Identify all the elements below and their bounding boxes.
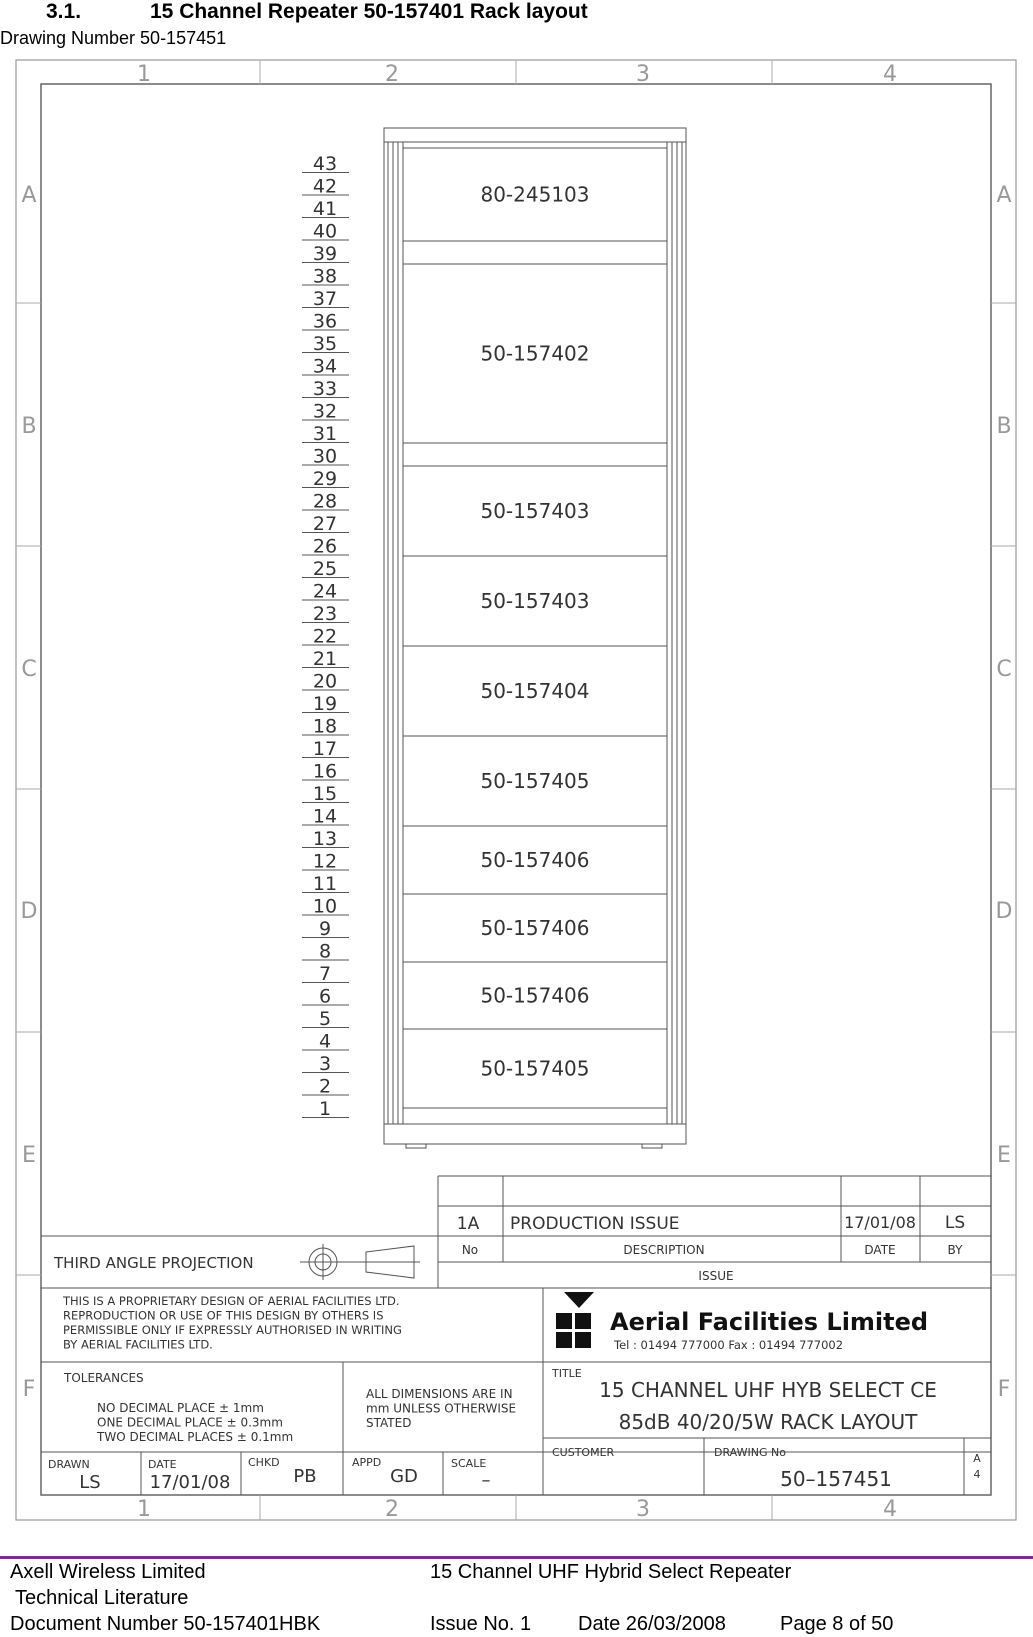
u-number-35: 35 — [312, 333, 338, 355]
u-number-28: 28 — [312, 490, 338, 513]
proprietary-line-3: PERMISSIBLE ONLY IF EXPRESSLY AUTHORISED IN WRITING — [63, 1323, 402, 1337]
u-number-25: 25 — [312, 558, 338, 580]
grid-col-top-4: 4 — [883, 62, 897, 87]
u-number-37: 37 — [312, 288, 338, 310]
proprietary-line-1: THIS IS A PROPRIETARY DESIGN OF AERIAL FACILITIES LTD. — [63, 1294, 400, 1308]
title-line-1: 15 CHANNEL UHF HYB SELECT CE — [599, 1378, 937, 1402]
u-number-33: 33 — [312, 378, 338, 400]
u-number-4: 4 — [318, 1030, 332, 1053]
col-by: BY — [947, 1243, 963, 1257]
dimensions-note-line-3: STATED — [366, 1416, 412, 1430]
footer-company: Axell Wireless Limited — [10, 1561, 206, 1583]
u-number-34: 34 — [312, 355, 338, 378]
scale-value: – — [481, 1470, 491, 1491]
u-number-30: 30 — [312, 445, 338, 468]
u-number-12: 12 — [312, 850, 338, 873]
appd-label: APPD — [352, 1456, 382, 1469]
grid-col-bottom-3: 3 — [636, 1497, 650, 1522]
u-number-41: 41 — [312, 198, 338, 220]
rack-module-2: 50-157402 — [480, 341, 590, 366]
grid-row-left-A: A — [21, 183, 37, 208]
u-number-1: 1 — [318, 1098, 332, 1120]
grid-row-left-E: E — [22, 1143, 36, 1168]
u-number-39: 39 — [312, 243, 338, 265]
col-no: No — [461, 1243, 479, 1257]
rack-module-1: 80-245103 — [480, 182, 590, 207]
grid-row-right-D: D — [995, 899, 1013, 924]
u-number-15: 15 — [312, 783, 338, 805]
projection-label: THIRD ANGLE PROJECTION — [54, 1254, 254, 1272]
grid-col-top-3: 3 — [636, 62, 650, 87]
grid-row-left-D: D — [20, 899, 38, 924]
col-date: DATE — [864, 1243, 896, 1257]
dimensions-note-line-1: ALL DIMENSIONS ARE IN — [366, 1387, 513, 1401]
grid-row-right-B: B — [996, 414, 1012, 439]
u-number-3: 3 — [318, 1053, 332, 1075]
grid-col-bottom-4: 4 — [883, 1497, 897, 1522]
tolerances-label: TOLERANCES — [64, 1371, 144, 1385]
footer-rule — [0, 1556, 1033, 1559]
appd-value: GD — [390, 1466, 418, 1487]
issue-date: 17/01/08 — [844, 1213, 916, 1232]
u-number-26: 26 — [312, 535, 338, 558]
tolerance-line-1: NO DECIMAL PLACE ± 1mm — [97, 1401, 264, 1415]
grid-row-left-B: B — [21, 414, 37, 439]
u-number-36: 36 — [312, 310, 338, 333]
proprietary-line-2: REPRODUCTION OR USE OF THIS DESIGN BY OTHERS IS — [63, 1308, 384, 1323]
issue-number: 1A — [456, 1214, 480, 1234]
company-name: Aerial Facilities Limited — [610, 1308, 929, 1336]
col-issue: ISSUE — [698, 1269, 734, 1283]
u-number-18: 18 — [312, 715, 338, 738]
projection-symbol — [300, 1244, 420, 1280]
u-number-5: 5 — [318, 1008, 332, 1030]
sheet-size-4: 4 — [973, 1468, 981, 1481]
sheet-size-a: A — [973, 1452, 981, 1465]
drawing-number-line: Drawing Number 50-157451 — [0, 28, 227, 48]
footer-date: Date 26/03/2008 — [578, 1613, 726, 1635]
grid-col-bottom-1: 1 — [137, 1497, 151, 1522]
u-number-20: 20 — [312, 670, 338, 693]
title-line-2: 85dB 40/20/5W RACK LAYOUT — [618, 1410, 918, 1434]
rack-module-5: 50-157404 — [480, 679, 590, 703]
customer-label: CUSTOMER — [552, 1446, 615, 1459]
u-number-23: 23 — [312, 603, 338, 625]
footer-literature: Technical Literature — [15, 1587, 189, 1609]
u-number-38: 38 — [312, 265, 338, 288]
grid-col-top-1: 1 — [137, 62, 151, 87]
u-number-8: 8 — [318, 940, 332, 963]
drawing-no-value: 50–157451 — [780, 1467, 892, 1491]
date-value: 17/01/08 — [149, 1472, 231, 1493]
u-number-7: 7 — [318, 963, 332, 985]
u-number-11: 11 — [312, 873, 338, 895]
u-number-16: 16 — [312, 760, 338, 783]
u-number-22: 22 — [312, 625, 338, 648]
u-number-17: 17 — [312, 738, 338, 760]
company-logo — [556, 1292, 594, 1348]
u-number-43: 43 — [312, 153, 338, 175]
u-number-14: 14 — [312, 805, 338, 828]
grid-row-left-C: C — [21, 657, 37, 682]
tolerance-line-3: TWO DECIMAL PLACES ± 0.1mm — [97, 1430, 294, 1444]
issue-by: LS — [944, 1213, 966, 1233]
u-number-42: 42 — [312, 175, 338, 198]
scale-label: SCALE — [451, 1457, 487, 1470]
grid-col-bottom-2: 2 — [385, 1497, 399, 1522]
footer-page: Page 8 of 50 — [780, 1613, 894, 1635]
u-number-2: 2 — [318, 1075, 332, 1098]
rack-module-9: 50-157406 — [480, 983, 590, 1008]
section-title: 15 Channel Repeater 50-157401 Rack layout — [150, 0, 588, 23]
u-number-29: 29 — [312, 468, 338, 490]
drawing-no-label: DRAWING No — [714, 1446, 786, 1459]
tolerance-line-2: ONE DECIMAL PLACE ± 0.3mm — [97, 1415, 283, 1430]
company-contact: Tel : 01494 777000 Fax : 01494 777002 — [614, 1338, 844, 1352]
u-number-31: 31 — [312, 423, 338, 445]
footer-doc-number: Document Number 50-157401HBK — [10, 1613, 321, 1635]
col-description: DESCRIPTION — [623, 1243, 705, 1257]
rack-module-8: 50-157406 — [480, 916, 590, 940]
grid-row-right-E: E — [997, 1143, 1011, 1168]
u-number-21: 21 — [312, 648, 338, 670]
title-label: TITLE — [552, 1367, 582, 1380]
grid-row-right-F: F — [997, 1377, 1011, 1402]
chkd-value: PB — [293, 1466, 317, 1487]
rack-module-10: 50-157405 — [480, 1056, 590, 1081]
date-label: DATE — [148, 1458, 177, 1471]
u-number-27: 27 — [312, 513, 338, 535]
u-number-9: 9 — [318, 918, 332, 940]
u-number-19: 19 — [312, 693, 338, 715]
u-number-24: 24 — [312, 580, 338, 603]
drawn-label: DRAWN — [48, 1458, 90, 1471]
grid-row-right-A: A — [996, 183, 1012, 208]
u-number-32: 32 — [312, 400, 338, 423]
footer-issue: Issue No. 1 — [430, 1613, 532, 1635]
u-number-10: 10 — [312, 895, 338, 918]
u-number-6: 6 — [318, 985, 332, 1008]
rack-module-7: 50-157406 — [480, 848, 590, 872]
footer-product: 15 Channel UHF Hybrid Select Repeater — [430, 1561, 792, 1583]
chkd-label: CHKD — [248, 1456, 280, 1469]
rack-module-3: 50-157403 — [480, 499, 590, 523]
rack-module-4: 50-157403 — [480, 589, 590, 613]
u-number-40: 40 — [312, 220, 338, 243]
rack-module-6: 50-157405 — [480, 769, 590, 793]
dimensions-note-line-2: mm UNLESS OTHERWISE — [366, 1401, 517, 1416]
section-number: 3.1. — [46, 0, 82, 23]
u-number-13: 13 — [312, 828, 338, 850]
issue-description: PRODUCTION ISSUE — [510, 1214, 680, 1234]
proprietary-line-4: BY AERIAL FACILITIES LTD. — [63, 1337, 213, 1352]
grid-col-top-2: 2 — [385, 62, 399, 87]
drawn-value: LS — [79, 1472, 101, 1493]
grid-row-left-F: F — [22, 1377, 36, 1402]
grid-row-right-C: C — [996, 657, 1012, 682]
